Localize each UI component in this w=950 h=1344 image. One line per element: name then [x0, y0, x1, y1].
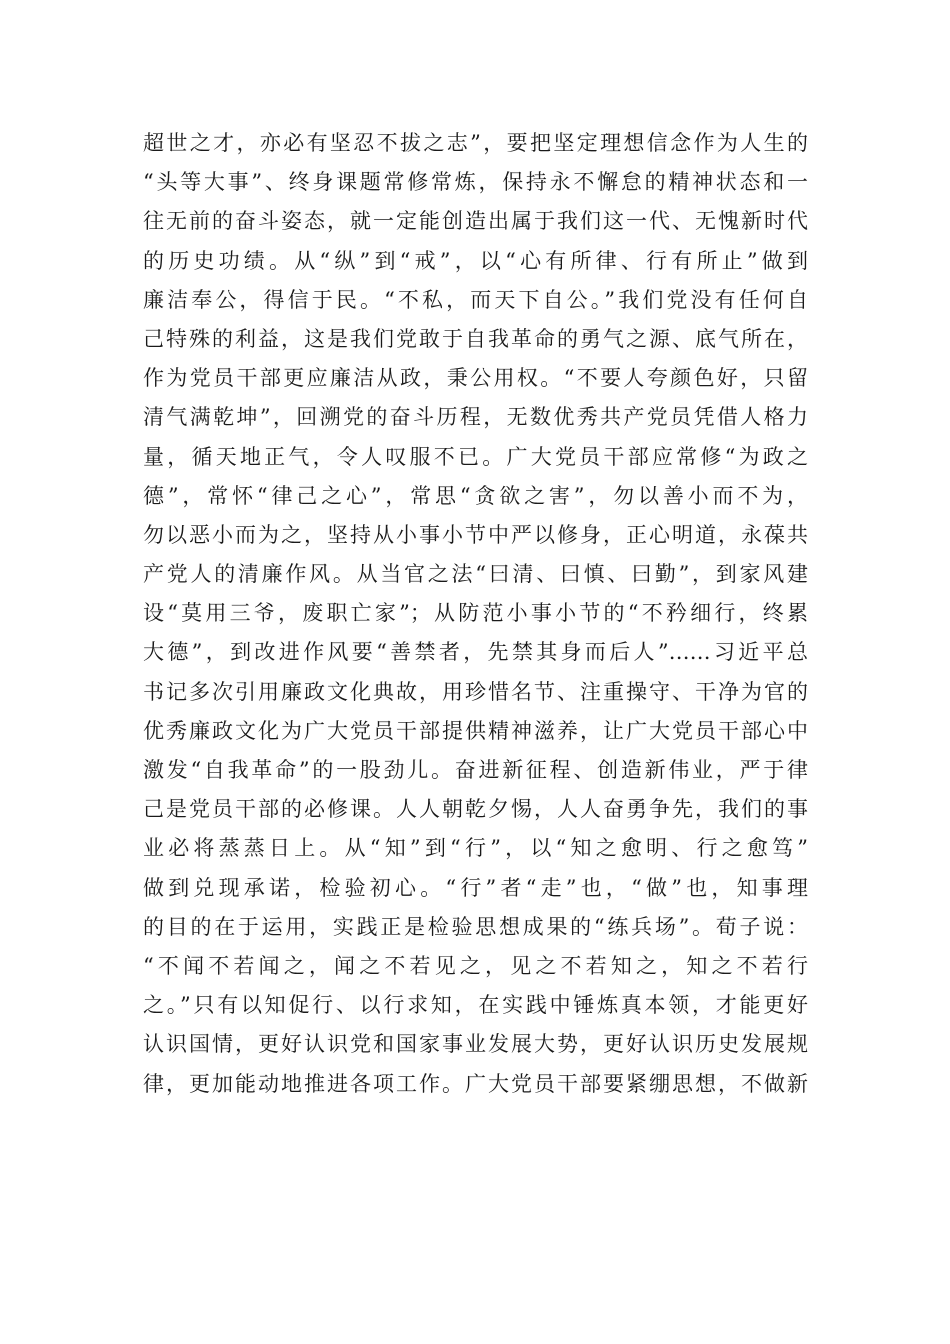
text-line: 激发“自我革命”的一股劲儿。奋进新征程、创造新伟业，严于律 — [143, 758, 808, 782]
text-line: 设“莫用三爷，废职亡家”；从防范小事小节的“不矜细行，终累 — [143, 601, 808, 626]
text-line: 己特殊的利益，这是我们党敢于自我革命的勇气之源、底气所在， — [143, 326, 808, 351]
text-line: 清气满乾坤”，回溯党的奋斗历程，无数优秀共产党员凭借人格力 — [143, 405, 808, 430]
text-line: 律，更加能动地推进各项工作。广大党员干部要紧绷思想，不做新 — [143, 1071, 808, 1096]
text-line: 大德”，到改进作风要“善禁者，先禁其身而后人”……习近平总 — [143, 640, 808, 665]
text-line: 廉洁奉公，得信于民。“不私，而天下自公。”我们党没有任何自 — [143, 287, 808, 312]
text-line: 量，循天地正气，令人叹服不已。广大党员干部应常修“为政之 — [143, 444, 808, 469]
text-line: “头等大事”、终身课题常修常炼，保持永不懈怠的精神状态和一 — [143, 170, 808, 195]
text-line: 勿以恶小而为之，坚持从小事小节中严以修身，正心明道，永葆共 — [143, 522, 808, 547]
text-line: 之。”只有以知促行、以行求知，在实践中锤炼真本领，才能更好 — [143, 993, 808, 1018]
text-line: 业必将蒸蒸日上。从“知”到“行”，以“知之愈明、行之愈笃” — [143, 836, 808, 861]
text-line: 优秀廉政文化为广大党员干部提供精神滋养，让广大党员干部心中 — [143, 718, 808, 743]
text-line: 产党人的清廉作风。从当官之法“曰清、曰慎、曰勤”，到家风建 — [143, 562, 808, 587]
text-line: 超世之才，亦必有坚忍不拔之志”，要把坚定理想信念作为人生的 — [143, 131, 808, 155]
text-line: 作为党员干部更应廉洁从政，秉公用权。“不要人夸颜色好，只留 — [143, 366, 808, 391]
text-line: 认识国情，更好认识党和国家事业发展大势，更好认识历史发展规 — [143, 1032, 808, 1057]
text-line: “不闻不若闻之，闻之不若见之，见之不若知之，知之不若行 — [143, 953, 808, 978]
text-line: 做到兑现承诺，检验初心。“行”者“走”也，“做”也，知事理 — [143, 875, 808, 900]
text-line: 德”，常怀“律己之心”，常思“贪欲之害”，勿以善小而不为， — [143, 483, 808, 508]
text-line: 己是党员干部的必修课。人人朝乾夕惕，人人奋勇争先，我们的事 — [143, 797, 808, 822]
text-line: 的目的在于运用，实践正是检验思想成果的“练兵场”。荀子说： — [143, 914, 808, 939]
body-text — [143, 124, 808, 1104]
text-line: 的历史功绩。从“纵”到“戒”，以“心有所律、行有所止”做到 — [143, 248, 808, 273]
text-line: 书记多次引用廉政文化典故，用珍惜名节、注重操守、干净为官的 — [143, 679, 808, 704]
text-line: 往无前的奋斗姿态，就一定能创造出属于我们这一代、无愧新时代 — [143, 209, 808, 234]
